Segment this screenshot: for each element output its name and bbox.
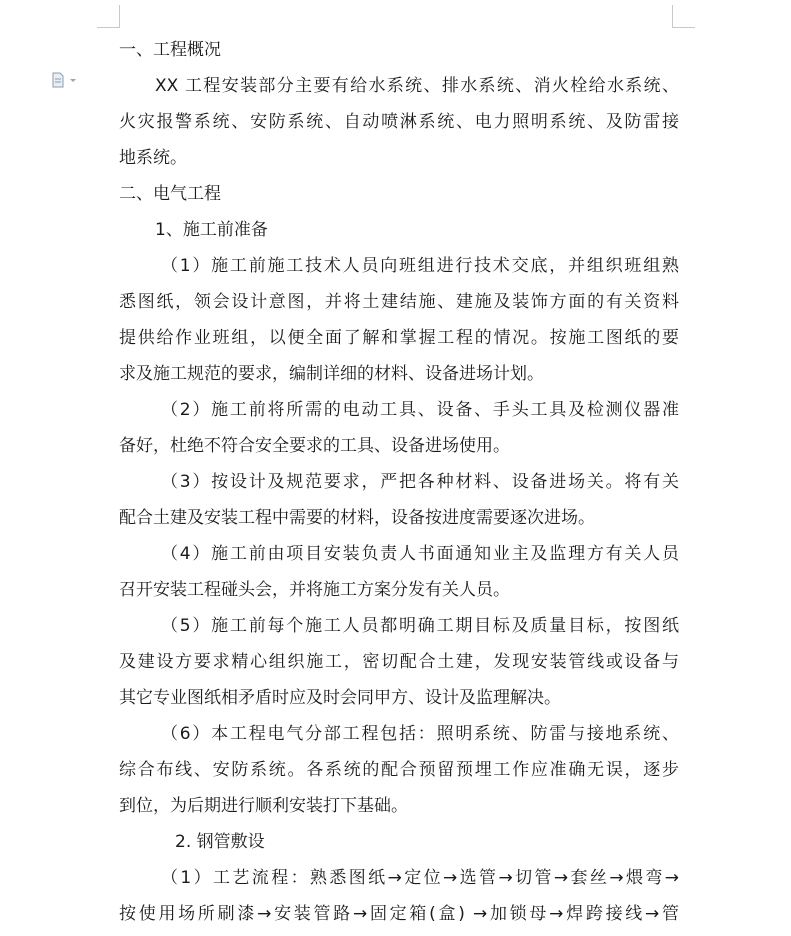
paragraph-line: 其它专业图纸相矛盾时应及时会同甲方、设计及监理解决。 [119, 688, 561, 708]
paragraph-line: 按使用场所刷漆→安装管路→固定箱(盒) →加锁母→焊跨接线→管 [119, 904, 679, 924]
paragraph-line: 配合土建及安装工程中需要的材料，设备按进度需要逐次进场。 [119, 508, 595, 528]
paragraph-line: 备好，杜绝不符合安全要求的工具、设备进场使用。 [119, 436, 510, 456]
paragraph-line: XX 工程安装部分主要有给水系统、排水系统、消火栓给水系统、 [155, 76, 679, 96]
paragraph-line: （1）工艺流程：熟悉图纸→定位→选管→切管→套丝→煨弯→ [161, 868, 679, 888]
paragraph-line: （1）施工前施工技术人员向班组进行技术交底，并组织班组熟 [161, 256, 679, 276]
paragraph-line: 火灾报警系统、安防系统、自动喷淋系统、电力照明系统、及防雷接 [119, 112, 679, 132]
page-corner-mark-top-right [672, 5, 695, 28]
paragraph-line: （6）本工程电气分部工程包括：照明系统、防雷与接地系统、 [161, 724, 679, 744]
paragraph-line: 综合布线、安防系统。各系统的配合预留预埋工作应准确无误，逐步 [119, 760, 679, 780]
paragraph-line: （4）施工前由项目安装负责人书面通知业主及监理方有关人员 [161, 544, 679, 564]
paragraph-line: （5）施工前每个施工人员都明确工期目标及质量目标，按图纸 [161, 616, 679, 636]
paragraph-line: 地系统。 [119, 148, 187, 168]
paragraph-line: （2）施工前将所需的电动工具、设备、手头工具及检测仪器准 [161, 400, 679, 420]
heading-project-overview: 一、工程概况 [119, 40, 221, 60]
paragraph-line: （3）按设计及规范要求，严把各种材料、设备进场关。将有关 [161, 472, 679, 492]
subheading-steel-pipe: 2. 钢管敷设 [175, 832, 265, 852]
page-corner-mark-top-left [97, 5, 120, 28]
paragraph-line: 及建设方要求精心组织施工，密切配合土建，发现安装管线或设备与 [119, 652, 679, 672]
paragraph-line: 提供给作业班组，以便全面了解和掌握工程的情况。按施工图纸的要 [119, 328, 679, 348]
paragraph-line: 到位，为后期进行顺利安装打下基础。 [119, 796, 408, 816]
document-page [119, 32, 679, 932]
heading-electrical-works: 二、电气工程 [119, 184, 221, 204]
subheading-preparation: 1、施工前准备 [155, 220, 268, 240]
paragraph-line: 求及施工规范的要求，编制详细的材料、设备进场计划。 [119, 364, 544, 384]
document-options-icon[interactable] [51, 72, 79, 88]
paragraph-line: 悉图纸，领会设计意图，并将土建结施、建施及装饰方面的有关资料 [119, 292, 679, 312]
paragraph-line: 召开安装工程碰头会，并将施工方案分发有关人员。 [119, 580, 510, 600]
